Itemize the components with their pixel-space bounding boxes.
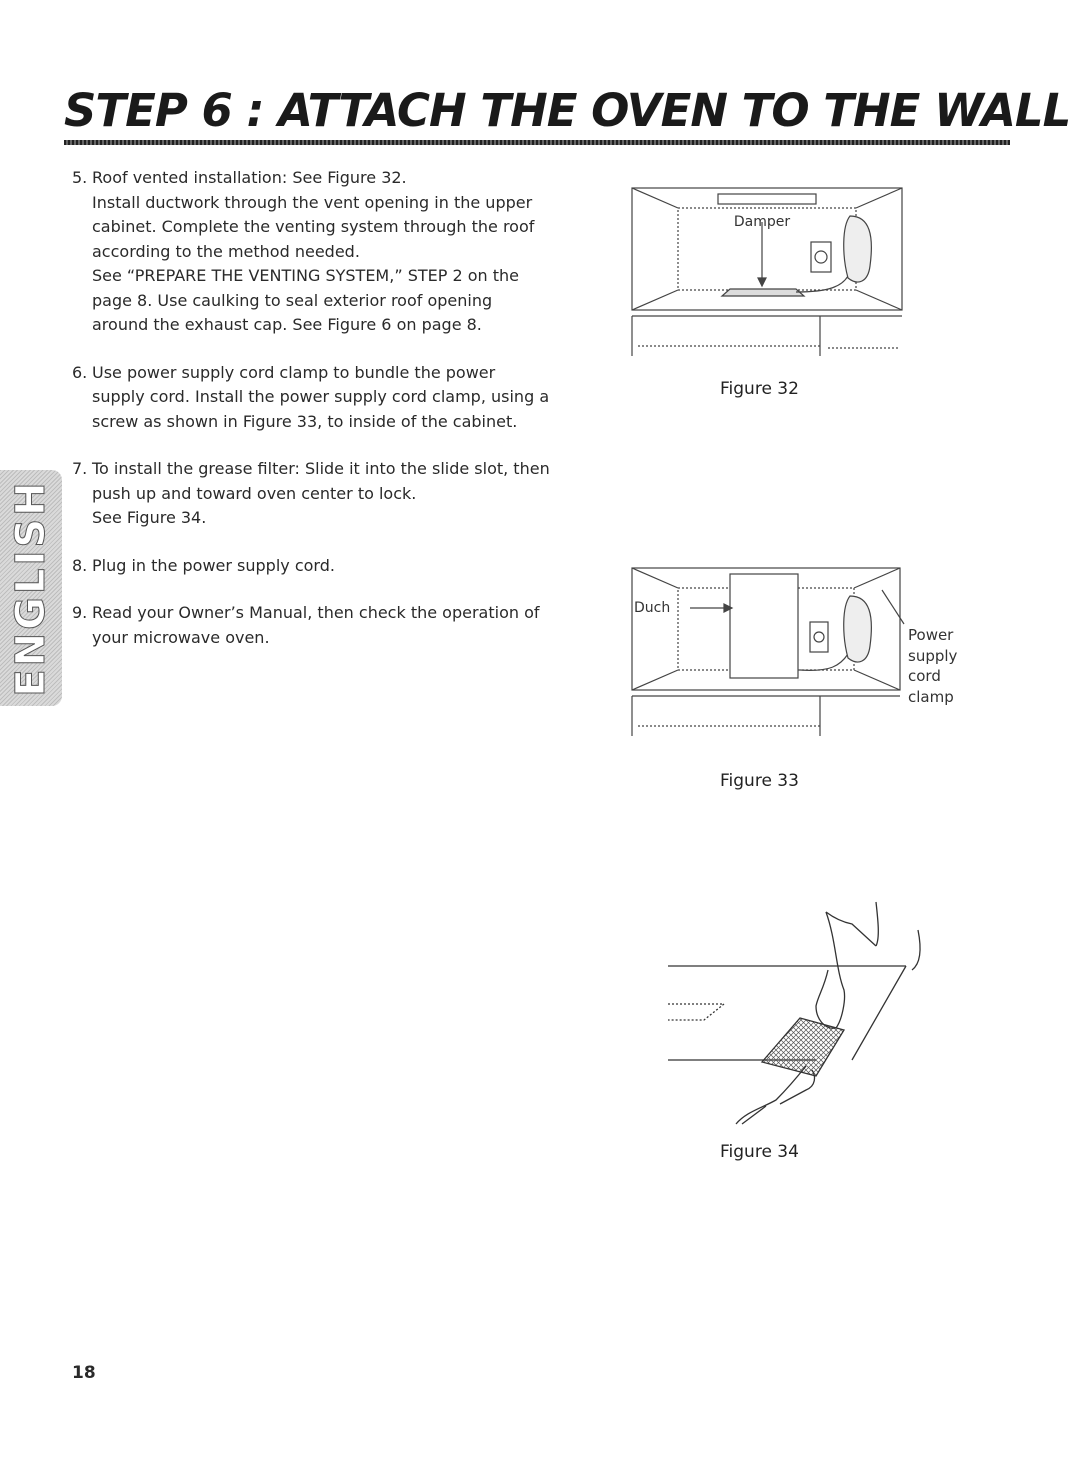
step-text: See Figure 34.: [92, 508, 207, 527]
clamp-label-line2: supply: [908, 647, 958, 665]
step-text: Use power supply cord clamp to bundle the power supply cord. Install the power supply cord clamp, using a screw as shown in Figure 33, to inside of the cabinet.: [92, 362, 550, 431]
figure-34-illustration: [666, 900, 946, 1125]
figure-33-caption: Figure 33: [720, 771, 799, 791]
step-number: 9.: [72, 603, 88, 622]
clamp-label-line3: cord: [908, 667, 941, 685]
page-title: STEP 6 : ATTACH THE OVEN TO THE WALL: [64, 84, 1071, 137]
figure-32-caption: Figure 32: [720, 379, 799, 399]
step-number: 8.: [72, 555, 88, 575]
step-number: 5.: [72, 168, 88, 187]
step-text: To install the grease filter: Slide it into the slide slot, then push up and toward oven center to lock.: [92, 459, 550, 503]
title-rule: [64, 140, 1010, 145]
clamp-label-line4: clamp: [908, 688, 954, 706]
step-text: Plug in the power supply cord.: [92, 555, 335, 575]
damper-label: Damper: [733, 214, 791, 230]
steps-list: [72, 166, 552, 673]
step-5: [72, 166, 552, 338]
figure-32-illustration: [630, 186, 905, 358]
step-text: Read your Owner’s Manual, then check the operation of your microwave oven.: [92, 603, 540, 647]
language-tab-label: ENGLISH: [8, 479, 54, 697]
step-text: Install ductwork through the vent opening in the upper cabinet. Complete the venting system through the roof according to the method needed.: [92, 192, 535, 261]
language-side-tab: [0, 470, 62, 706]
step-9: [72, 601, 552, 650]
step-8: [72, 554, 552, 579]
duct-label: Duch: [634, 600, 671, 616]
step-number: 6.: [72, 362, 88, 382]
step-text: See “PREPARE THE VENTING SYSTEM,” STEP 2 on the page 8. Use caulking to seal exterior roof opening around the exhaust cap. See Figure 6 on page 8.: [92, 266, 519, 334]
figure-34-caption: Figure 34: [720, 1142, 799, 1162]
step-number: 7.: [72, 459, 88, 478]
step-6: [72, 361, 552, 435]
clamp-label-line1: Power: [908, 626, 954, 644]
page-number: 18: [72, 1363, 96, 1383]
step-text: Roof vented installation: See Figure 32.: [92, 168, 407, 187]
figure-33-illustration: [630, 566, 970, 738]
step-7: [72, 457, 552, 531]
